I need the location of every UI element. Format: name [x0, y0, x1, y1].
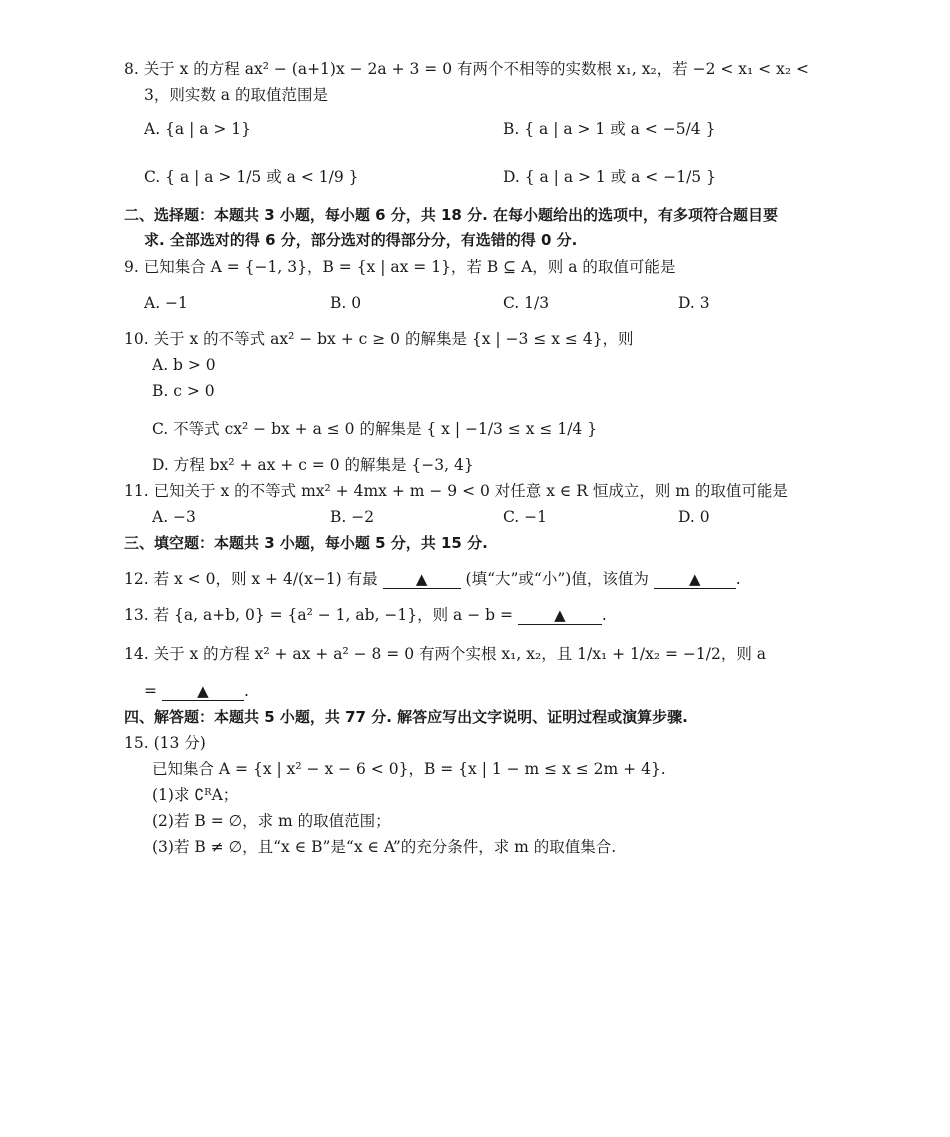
q15-stem: 已知集合 A = {x | x² − x − 6 < 0}，B = {x | 1 − m ≤ x ≤ 2m + 4}.: [152, 760, 666, 778]
blank-marker-icon: ▲: [688, 570, 701, 588]
q15-part-3: (3)若 B ≠ ∅，且“x ∈ B”是“x ∈ A”的充分条件，求 m 的取值集合.: [152, 838, 617, 856]
q14-answer-blank[interactable]: [162, 682, 244, 701]
q12-text-part1: 12. 若 x < 0，则 x + 4/(x−1) 有最: [124, 570, 378, 588]
q12-answer-blank-2[interactable]: [654, 570, 736, 589]
q9-option-c: C. 1/3: [503, 294, 550, 312]
q11-option-a: A. −3: [152, 508, 196, 526]
q12-answer-blank-1[interactable]: [383, 570, 461, 589]
q9-option-a: A. −1: [144, 294, 188, 312]
q11-option-d: D. 0: [678, 508, 710, 526]
q12-text-end: .: [735, 570, 741, 588]
q8-option-b: B. { a | a > 1 或 a < −5/4 }: [503, 120, 716, 138]
q12-text-part2: (填“大”或“小”)值，该值为: [465, 570, 649, 588]
blank-marker-icon: ▲: [415, 570, 428, 588]
q13-stem: [124, 604, 607, 626]
q15-header: 15. (13 分): [124, 734, 206, 752]
q13-text-end: .: [601, 606, 607, 624]
q10-option-d: D. 方程 bx² + ax + c = 0 的解集是 {−3, 4}: [152, 456, 474, 474]
section-2-heading-line2: 求. 全部选对的得 6 分，部分选对的得部分分，有选错的得 0 分.: [144, 231, 578, 249]
q12-stem: [124, 568, 741, 590]
q14-stem-line1: 14. 关于 x 的方程 x² + ax + a² − 8 = 0 有两个实根 x₁, x₂，且 1/x₁ + 1/x₂ = −1/2，则 a: [124, 645, 766, 663]
q8-option-c: C. { a | a > 1/5 或 a < 1/9 }: [144, 168, 359, 186]
q8-option-d: D. { a | a > 1 或 a < −1/5 }: [503, 168, 716, 186]
q9-option-d: D. 3: [678, 294, 710, 312]
q15-part-2: (2)若 B = ∅，求 m 的取值范围；: [152, 812, 391, 830]
section-3-heading: 三、填空题：本题共 3 小题，每小题 5 分，共 15 分.: [124, 534, 488, 552]
q11-option-b: B. −2: [330, 508, 375, 526]
q10-stem: 10. 关于 x 的不等式 ax² − bx + c ≥ 0 的解集是 {x | −3 ≤ x ≤ 4}，则: [124, 330, 634, 348]
q8-option-a: A. {a | a > 1}: [144, 120, 252, 138]
blank-marker-icon: ▲: [197, 682, 209, 700]
q14-text-end: .: [243, 682, 249, 700]
section-2-heading-line1: 二、选择题：本题共 3 小题，每小题 6 分，共 18 分. 在每小题给出的选项中，有多项符合题目要: [124, 206, 779, 224]
q10-option-a: A. b > 0: [152, 356, 216, 374]
blank-marker-icon: ▲: [554, 606, 566, 624]
q10-option-c: C. 不等式 cx² − bx + a ≤ 0 的解集是 { x | −1/3 ≤ x ≤ 1/4 }: [152, 420, 598, 438]
q9-option-b: B. 0: [330, 294, 362, 312]
q13-text: 13. 若 {a, a+b, 0} = {a² − 1, ab, −1}，则 a − b =: [124, 606, 513, 624]
q11-option-c: C. −1: [503, 508, 548, 526]
q14-text-equals: =: [144, 682, 157, 700]
q15-part-1: (1)求 ∁ᴿA；: [152, 786, 239, 804]
q8-stem-line1: 8. 关于 x 的方程 ax² − (a+1)x − 2a + 3 = 0 有两个不相等的实数根 x₁, x₂，若 −2 < x₁ < x₂ <: [124, 60, 809, 78]
section-4-heading: 四、解答题：本题共 5 小题，共 77 分. 解答应写出文字说明、证明过程或演算步骤.: [124, 708, 688, 726]
q11-stem: 11. 已知关于 x 的不等式 mx² + 4mx + m − 9 < 0 对任意 x ∈ R 恒成立，则 m 的取值可能是: [124, 482, 788, 500]
q9-stem: 9. 已知集合 A = {−1, 3}，B = {x | ax = 1}，若 B ⊆ A，则 a 的取值可能是: [124, 258, 676, 276]
q13-answer-blank[interactable]: [518, 606, 602, 625]
q14-stem-line2: [144, 680, 249, 702]
q10-option-b: B. c > 0: [152, 382, 215, 400]
q8-stem-line2: 3，则实数 a 的取值范围是: [144, 86, 328, 104]
